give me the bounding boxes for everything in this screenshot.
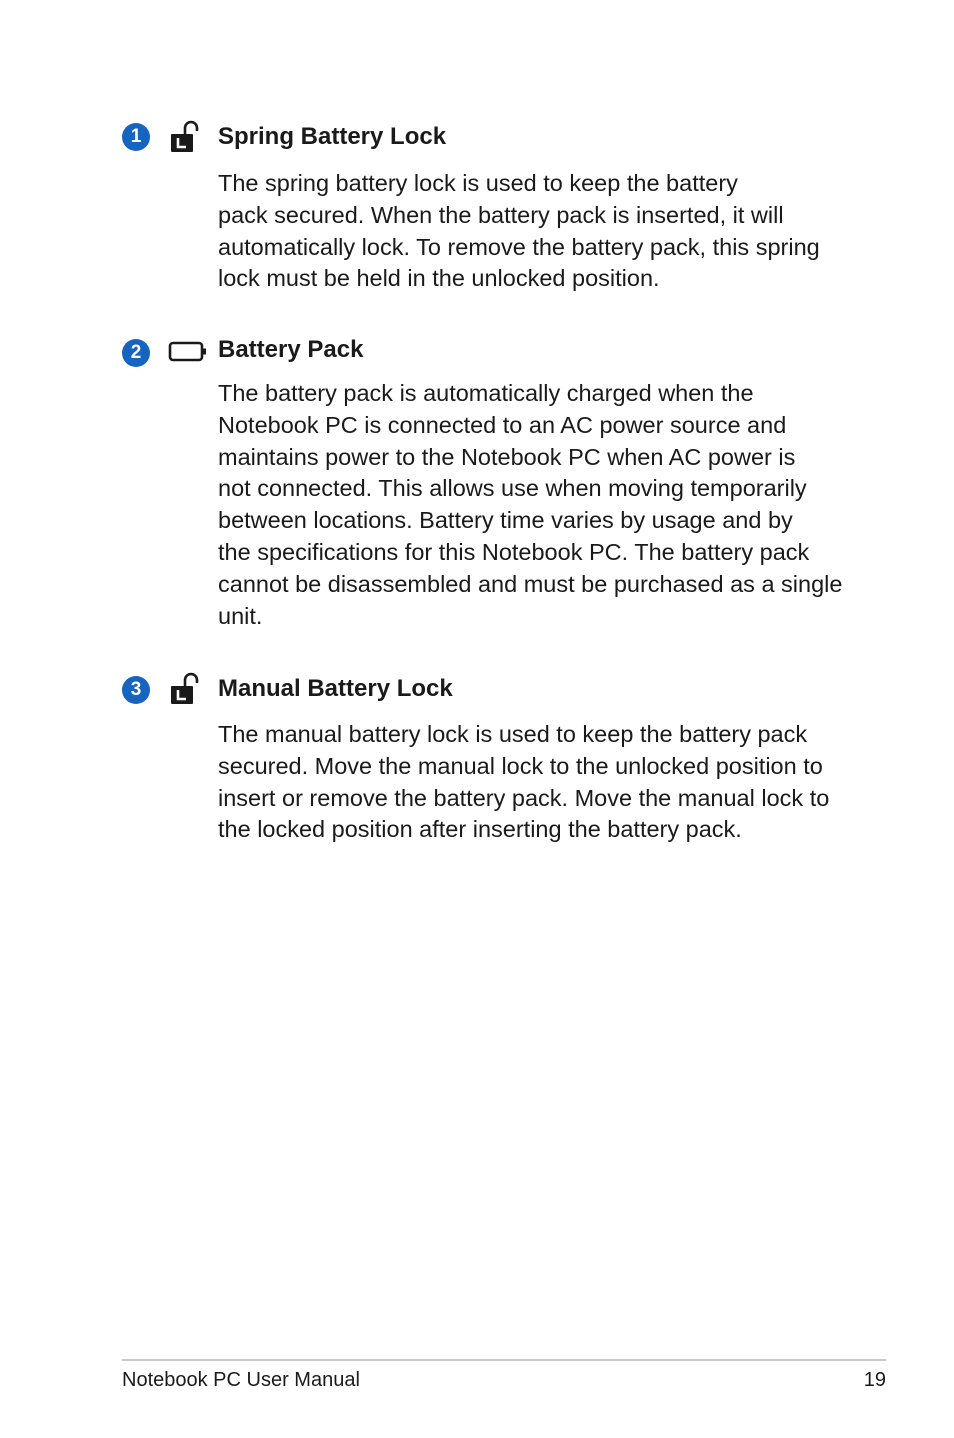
body-line: The manual battery lock is used to keep the battery pack xyxy=(218,721,808,747)
body-line: automatically lock. To remove the battery pack, this spring xyxy=(218,233,820,260)
body-line: pack secured. When the battery pack is inserted, it will xyxy=(218,201,784,228)
page-number: 19 xyxy=(863,1369,886,1391)
section-body xyxy=(218,719,858,846)
number-badge-3: 3 xyxy=(122,676,150,704)
body-line: the specifications for this Notebook PC. The battery pack xyxy=(218,538,810,565)
body-line: The battery pack is automatically charged when the xyxy=(218,380,754,406)
section-heading: Manual Battery Lock xyxy=(218,675,453,702)
unlock-icon xyxy=(168,120,200,159)
battery-icon xyxy=(168,340,208,369)
body-line: unit. xyxy=(218,602,263,629)
body-line: lock must be held in the unlocked position. xyxy=(218,265,660,292)
body-line: between locations. Battery time varies by usage and by xyxy=(218,507,793,534)
section-heading: Battery Pack xyxy=(218,336,364,363)
body-line: not connected. This allows use when moving temporarily xyxy=(218,475,807,502)
section-body xyxy=(218,168,858,295)
body-line: The spring battery lock is used to keep the battery xyxy=(218,170,738,196)
body-line: Notebook PC is connected to an AC power source and xyxy=(218,411,787,438)
body-line: cannot be disassembled and must be purchased as a single xyxy=(218,570,843,597)
body-line: maintains power to the Notebook PC when AC power is xyxy=(218,443,796,470)
body-line: the locked position after inserting the battery pack. xyxy=(218,816,742,843)
section-heading: Spring Battery Lock xyxy=(218,123,447,150)
body-line: secured. Move the manual lock to the unlocked position to xyxy=(218,752,823,779)
number-badge-1: 1 xyxy=(122,123,150,151)
footer-title: Notebook PC User Manual xyxy=(122,1369,360,1391)
body-line: insert or remove the battery pack. Move the manual lock to xyxy=(218,784,830,811)
footer-divider xyxy=(122,1359,886,1361)
number-badge-2: 2 xyxy=(122,339,150,367)
unlock-icon xyxy=(168,672,200,711)
section-body xyxy=(218,378,858,632)
